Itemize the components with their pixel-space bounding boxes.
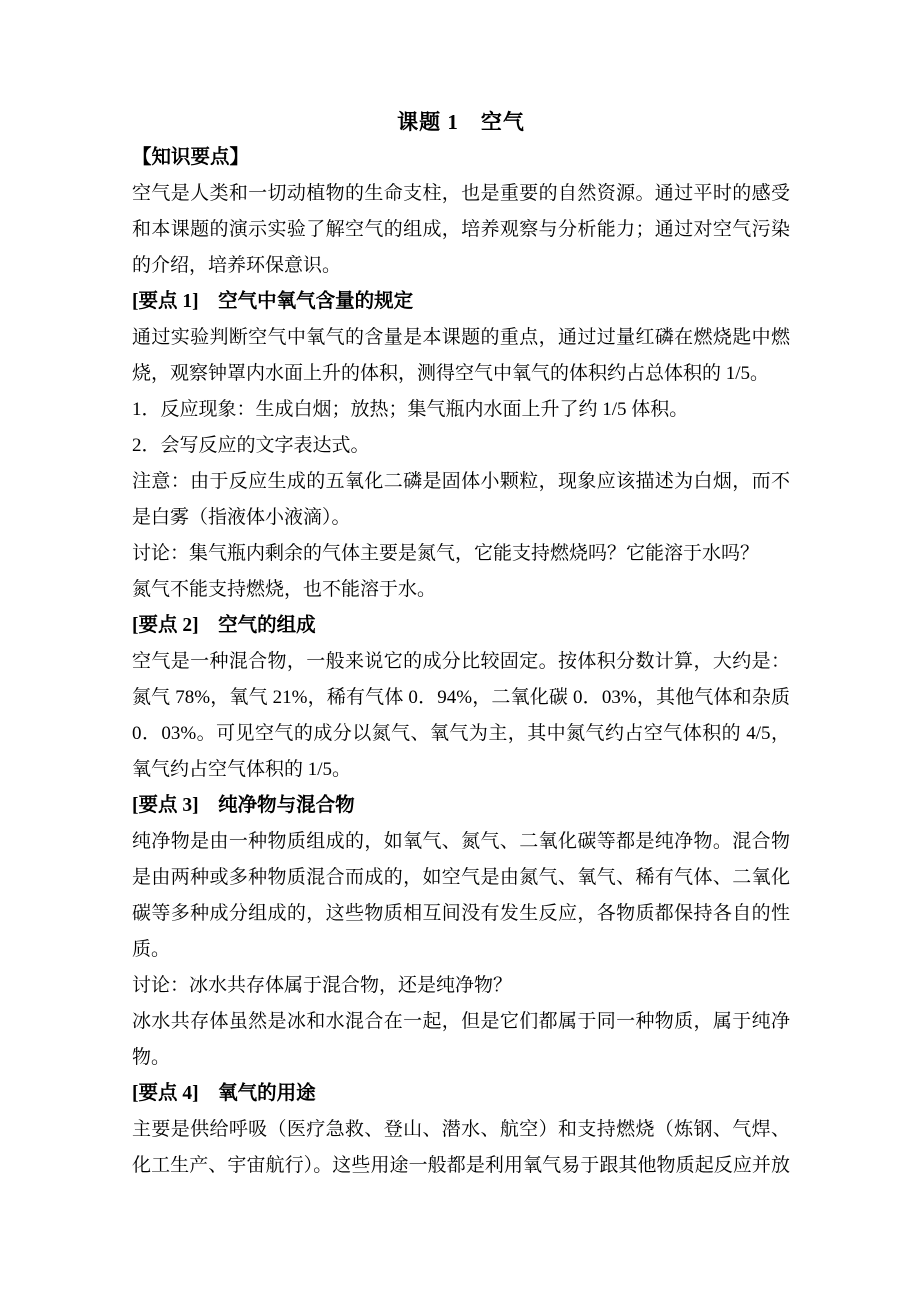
paragraph-line: 和本课题的演示实验了解空气的组成，培养观察与分析能力；通过对空气污染: [132, 219, 790, 240]
section-heading: [要点 4] 氧气的用途: [132, 1083, 316, 1104]
paragraph-line: 质。: [132, 939, 171, 960]
paragraph-line: 冰水共存体虽然是冰和水混合在一起，但是它们都属于同一种物质，属于纯净: [132, 1011, 790, 1032]
paragraph-line: 氮气不能支持燃烧，也不能溶于水。: [132, 579, 437, 600]
paragraph-line: 0．03%。可见空气的成分以氮气、氧气为主，其中氮气约占空气体积的 4/5，: [132, 723, 790, 744]
paragraph-line: 主要是供给呼吸（医疗急救、登山、潜水、航空）和支持燃烧（炼钢、气焊、: [132, 1119, 790, 1140]
paragraph-line: 氮气 78%，氧气 21%，稀有气体 0．94%，二氧化碳 0．03%，其他气体和杂质: [132, 687, 790, 708]
paragraph-line: 讨论：冰水共存体属于混合物，还是纯净物？: [132, 975, 513, 996]
section-heading: [要点 2] 空气的组成: [132, 615, 316, 636]
document-title: 课题 1 空气: [397, 110, 525, 134]
paragraph-line: 烧，观察钟罩内水面上升的体积，测得空气中氧气的体积约占总体积的 1/5。: [132, 363, 770, 384]
paragraph-line: 2．会写反应的文字表达式。: [132, 435, 370, 456]
paragraph-line: 碳等多种成分组成的，这些物质相互间没有发生反应，各物质都保持各自的性: [132, 903, 790, 924]
paragraph-line: 通过实验判断空气中氧气的含量是本课题的重点，通过过量红磷在燃烧匙中燃: [132, 327, 790, 348]
paragraph-line: 氧气约占空气体积的 1/5。: [132, 759, 352, 780]
paragraph-line: 是由两种或多种物质混合而成的，如空气是由氮气、氧气、稀有气体、二氧化: [132, 867, 790, 888]
paragraph-line: 注意：由于反应生成的五氧化二磷是固体小颗粒，现象应该描述为白烟，而不: [132, 471, 790, 492]
paragraph-line: 物。: [132, 1047, 171, 1068]
paragraph-line: 空气是人类和一切动植物的生命支柱，也是重要的自然资源。通过平时的感受: [132, 183, 790, 204]
paragraph-line: 空气是一种混合物，一般来说它的成分比较固定。按体积分数计算，大约是：: [132, 651, 790, 672]
paragraph-line: 的介绍，培养环保意识。: [132, 255, 342, 276]
paragraph-line: 化工生产、宇宙航行）。这些用途一般都是利用氧气易于跟其他物质起反应并放: [132, 1155, 790, 1176]
section-heading: 【知识要点】: [132, 147, 250, 168]
document-body: [132, 140, 790, 1184]
section-heading: [要点 1] 空气中氧气含量的规定: [132, 291, 414, 312]
paragraph-line: 是白雾（指液体小液滴）。: [132, 507, 351, 528]
section-heading: [要点 3] 纯净物与混合物: [132, 795, 355, 816]
paragraph-line: 纯净物是由一种物质组成的，如氧气、氮气、二氧化碳等都是纯净物。混合物: [132, 831, 790, 852]
paragraph-line: 讨论：集气瓶内剩余的气体主要是氮气，它能支持燃烧吗？它能溶于水吗？: [132, 543, 760, 564]
paragraph-line: 1．反应现象：生成白烟；放热；集气瓶内水面上升了约 1/5 体积。: [132, 399, 689, 420]
